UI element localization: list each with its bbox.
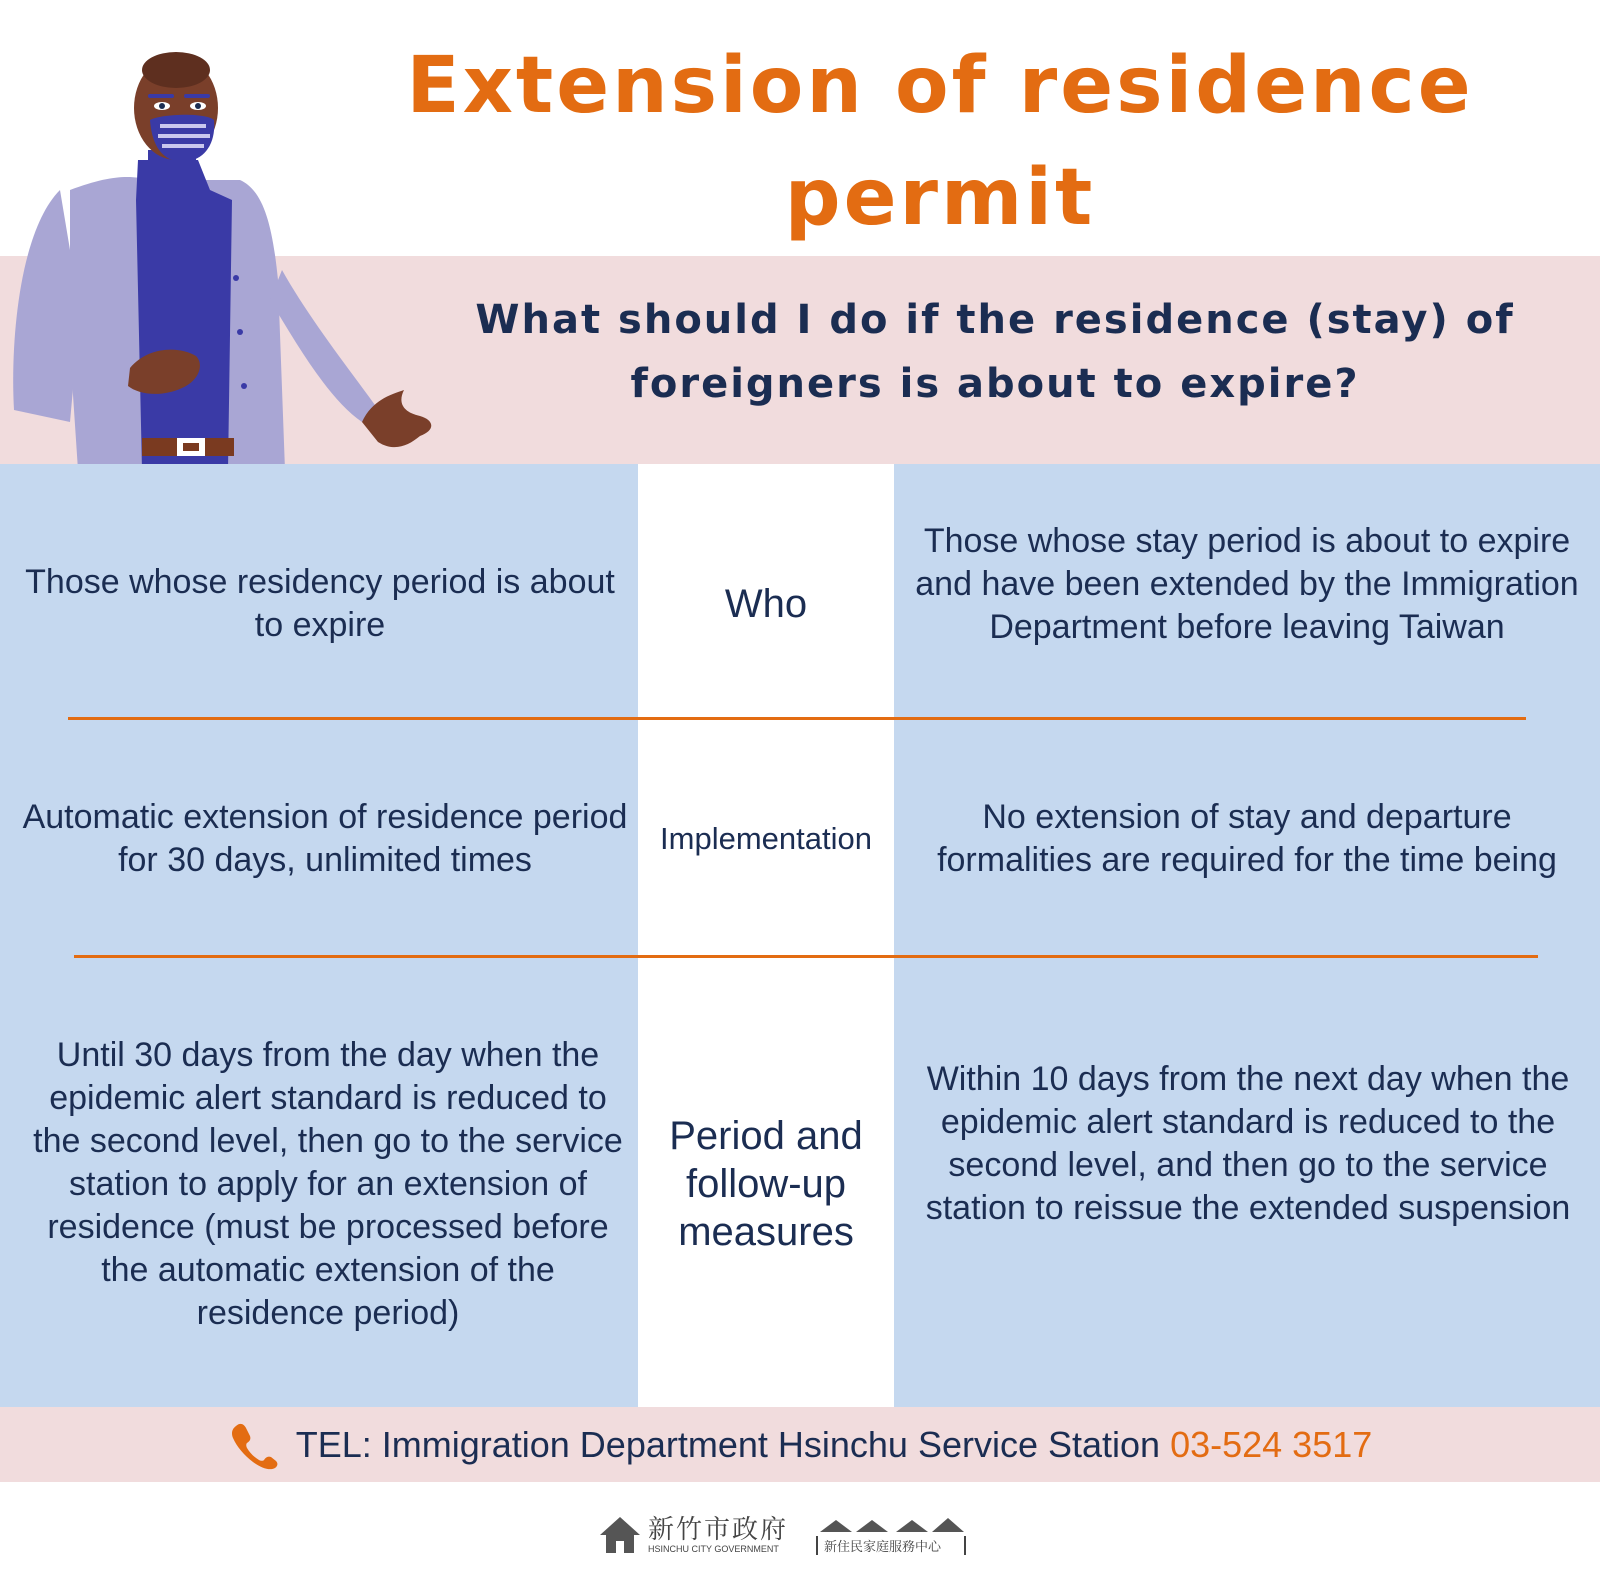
gov-name: 新竹市政府 xyxy=(648,1515,789,1545)
question-heading: What should I do if the residence (stay) of foreigners is about to expire? xyxy=(475,297,1515,407)
row-period-right: Within 10 days from the next day when the epidemic alert standard is reduced to the second level, and then go to the service station to reissue the extended suspension xyxy=(925,1060,1571,1227)
row-who-label: Who xyxy=(724,582,808,626)
page-title: Extension of residence permit xyxy=(406,41,1474,243)
info-table xyxy=(0,464,1600,1407)
row-period-label: Period and follow-up measures xyxy=(669,1114,863,1254)
center-name: 新住民家庭服務中心 xyxy=(816,1536,966,1555)
house-logo-icon xyxy=(598,1515,642,1555)
row-divider xyxy=(68,717,1526,720)
row-period-left: Until 30 days from the day when the epidemic alert standard is reduced to the second level, then go to the service station to apply for an extension of residence (must be processed before the automatic extension of the residence period) xyxy=(33,1035,623,1332)
family-service-center-logo xyxy=(816,1516,966,1555)
man-illustration xyxy=(0,50,445,470)
row-divider xyxy=(74,955,1538,958)
row-who-right: Those whose stay period is about to expire and have been extended by the Immigration Department before leaving Taiwan xyxy=(915,521,1579,646)
row-implementation-left: Automatic extension of residence period for 30 days, unlimited times xyxy=(22,798,628,879)
hsinchu-government-logo xyxy=(598,1515,788,1555)
row-implementation-label: Implementation xyxy=(660,821,872,856)
contact-band xyxy=(0,1407,1600,1482)
tel-number[interactable]: 03-524 3517 xyxy=(1170,1423,1373,1465)
gov-english-name: HSINCHU CITY GOVERNMENT xyxy=(648,1544,779,1554)
row-who-left: Those whose residency period is about to expire xyxy=(25,563,615,644)
logos xyxy=(598,1505,998,1565)
phone-icon xyxy=(228,1420,278,1470)
tel-label: TEL: Immigration Department Hsinchu Service Station xyxy=(295,1423,1161,1465)
roofs-logo-icon xyxy=(816,1516,966,1534)
row-implementation-right: No extension of stay and departure formalities are required for the time being xyxy=(937,798,1557,879)
